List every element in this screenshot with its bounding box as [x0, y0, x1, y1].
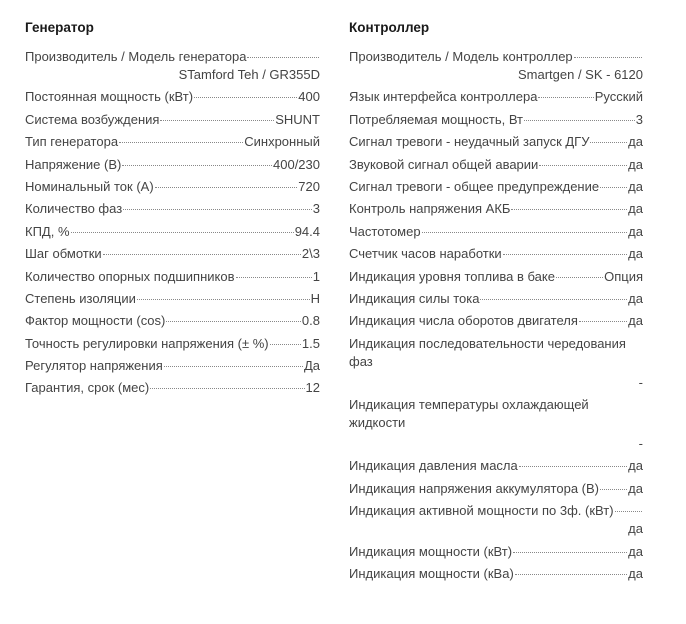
spec-label: Индикация температуры охлаждающей жидкости: [349, 397, 589, 431]
spec-value: да: [628, 543, 643, 559]
spec-value: Русский: [594, 89, 643, 105]
spec-label: Количество фаз: [25, 201, 123, 217]
spec-value: Опция: [604, 268, 643, 284]
dot-leader: [71, 232, 294, 233]
dot-leader: [503, 254, 628, 255]
spec-value: да: [628, 458, 643, 474]
spec-value: -: [638, 374, 643, 390]
spec-value: 400/230: [273, 156, 320, 172]
dot-leader: [600, 489, 627, 490]
spec-row: [25, 335, 320, 353]
dot-leader: [574, 57, 642, 58]
dot-leader: [615, 511, 642, 512]
dot-leader: [123, 209, 312, 210]
spec-value: да: [628, 178, 643, 194]
spec-label: Частотомер: [349, 223, 421, 239]
spec-value: 720: [298, 178, 320, 194]
spec-row: [349, 565, 643, 583]
spec-label: Точность регулировки напряжения (± %): [25, 335, 269, 351]
spec-label: Индикация силы тока: [349, 290, 480, 306]
controller-title: Контроллер: [349, 20, 430, 35]
dot-leader: [515, 574, 627, 575]
spec-value: да: [628, 313, 643, 329]
spec-label: Индикация числа оборотов двигателя: [349, 313, 578, 329]
spec-value: -: [638, 436, 643, 452]
dot-leader: [600, 187, 627, 188]
spec-label: Индикация последовательности чередования фаз: [349, 335, 626, 369]
dot-leader: [247, 57, 319, 58]
spec-label: Язык интерфейса контроллера: [349, 89, 538, 105]
dot-leader: [422, 232, 628, 233]
dot-leader: [511, 209, 627, 210]
spec-label: Количество опорных подшипников: [25, 268, 235, 284]
spec-row: [349, 245, 643, 263]
spec-value: Smartgen / SK - 6120: [517, 67, 643, 82]
spec-value: H: [310, 290, 320, 306]
spec-row: [349, 457, 643, 475]
spec-label: Степень изоляции: [25, 290, 136, 306]
dot-leader: [137, 299, 310, 300]
spec-row: [25, 290, 320, 308]
dot-leader: [590, 142, 627, 143]
dot-leader: [556, 277, 603, 278]
spec-label-line: [349, 48, 643, 66]
spec-label: Потребляемая мощность, Вт: [349, 111, 524, 127]
spec-label-line: [349, 502, 643, 520]
spec-row: [349, 48, 643, 84]
spec-row: [349, 178, 643, 196]
dot-leader: [194, 97, 297, 98]
spec-label: Система возбуждения: [25, 111, 160, 127]
spec-label: Индикация напряжения аккумулятора (В): [349, 480, 599, 496]
spec-row: [25, 48, 320, 84]
dot-leader: [519, 466, 627, 467]
spec-row: [349, 133, 643, 151]
spec-row: [25, 133, 320, 151]
spec-row: [25, 312, 320, 330]
spec-label: Постоянная мощность (кВт): [25, 89, 194, 105]
spec-label: Напряжение (В): [25, 156, 122, 172]
generator-title: Генератор: [25, 20, 94, 35]
spec-label: Индикация мощности (кВт): [349, 543, 513, 559]
spec-label: Индикация давления масла: [349, 458, 518, 474]
spec-value: 94.4: [294, 223, 320, 239]
spec-row: [349, 223, 643, 241]
dot-leader: [579, 321, 627, 322]
spec-value: да: [628, 134, 643, 150]
spec-row: [25, 245, 320, 263]
dot-leader: [160, 120, 274, 121]
spec-row: [25, 268, 320, 286]
spec-row: [349, 480, 643, 498]
spec-label: Номинальный ток (А): [25, 178, 154, 194]
spec-row: [25, 357, 320, 375]
spec-value: да: [628, 290, 643, 306]
spec-label: Индикация активной мощности по 3ф. (кВт): [349, 503, 614, 519]
spec-value: 1: [312, 268, 320, 284]
dot-leader: [122, 165, 272, 166]
spec-row: [349, 335, 643, 392]
dot-leader: [270, 344, 301, 345]
spec-row: [349, 111, 643, 129]
spec-value: да: [628, 246, 643, 262]
spec-value: да: [628, 201, 643, 217]
dot-leader: [539, 165, 627, 166]
spec-label: Счетчик часов наработки: [349, 246, 502, 262]
spec-value: 3: [635, 111, 643, 127]
spec-value: да: [628, 223, 643, 239]
spec-value: STamford Teh / GR355D: [178, 67, 320, 82]
spec-value: 1.5: [301, 335, 320, 351]
spec-row: [349, 543, 643, 561]
spec-value: 3: [312, 201, 320, 217]
spec-row: [25, 223, 320, 241]
spec-label: Производитель / Модель генератора: [25, 49, 247, 64]
spec-value: 12: [305, 380, 320, 396]
spec-row: [25, 111, 320, 129]
spec-label: Тип генератора: [25, 134, 119, 150]
generator-spec-list: [25, 48, 320, 402]
dot-leader: [480, 299, 627, 300]
dot-leader: [524, 120, 635, 121]
dot-leader: [538, 97, 593, 98]
spec-label: Фактор мощности (cos): [25, 313, 166, 329]
spec-value: 2\3: [301, 246, 320, 262]
spec-row: [349, 290, 643, 308]
spec-row: [349, 312, 643, 330]
spec-value: да: [628, 566, 643, 582]
spec-label: Контроль напряжения АКБ: [349, 201, 511, 217]
spec-label: Гарантия, срок (мес): [25, 380, 150, 396]
spec-row: [25, 178, 320, 196]
spec-row: [25, 200, 320, 218]
spec-label: Сигнал тревоги - общее предупреждение: [349, 178, 600, 194]
spec-label: Сигнал тревоги - неудачный запуск ДГУ: [349, 134, 590, 150]
spec-value: да: [628, 521, 643, 537]
spec-value: SHUNT: [275, 111, 320, 127]
spec-value: 400: [298, 89, 320, 105]
spec-label: Производитель / Модель контроллер: [349, 49, 573, 64]
spec-row: [349, 200, 643, 218]
spec-label-line: [25, 48, 320, 66]
spec-label: Индикация мощности (кВа): [349, 566, 514, 582]
spec-value: да: [628, 480, 643, 496]
spec-row: [349, 396, 643, 453]
spec-row: [25, 88, 320, 106]
spec-row: [25, 156, 320, 174]
spec-row: [349, 88, 643, 106]
dot-leader: [513, 552, 627, 553]
spec-row: [25, 379, 320, 397]
spec-row: [349, 268, 643, 286]
dot-leader: [103, 254, 301, 255]
dot-leader: [150, 388, 304, 389]
spec-value: да: [628, 156, 643, 172]
spec-value: Синхронный: [244, 134, 320, 150]
spec-row: [349, 502, 643, 538]
spec-label: Индикация уровня топлива в баке: [349, 268, 555, 284]
dot-leader: [236, 277, 312, 278]
dot-leader: [119, 142, 243, 143]
dot-leader: [164, 366, 303, 367]
dot-leader: [155, 187, 298, 188]
spec-label: Шаг обмотки: [25, 246, 102, 262]
spec-label: Звуковой сигнал общей аварии: [349, 156, 539, 172]
dot-leader: [166, 321, 301, 322]
spec-label: КПД, %: [25, 223, 70, 239]
spec-label: Регулятор напряжения: [25, 358, 163, 374]
spec-value: Да: [303, 358, 320, 374]
spec-row: [349, 156, 643, 174]
controller-spec-list: [349, 48, 643, 587]
spec-value: 0.8: [301, 313, 320, 329]
